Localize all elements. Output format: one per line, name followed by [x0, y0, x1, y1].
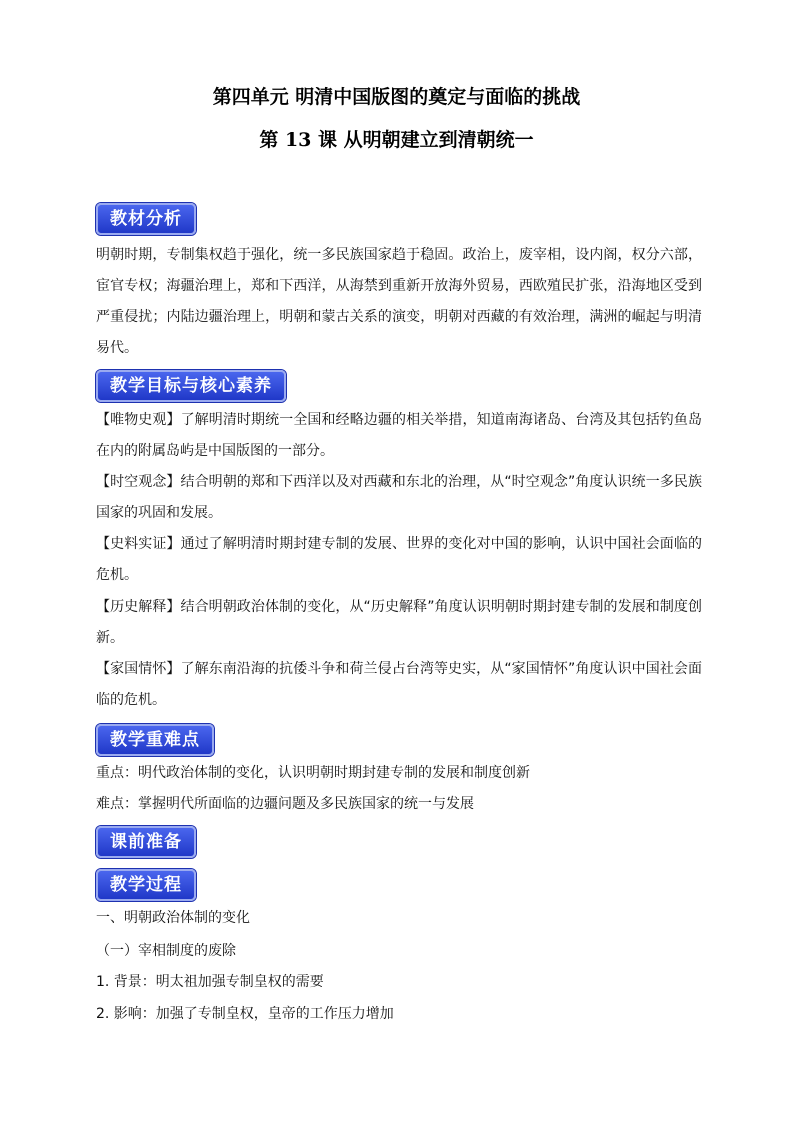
section-badge-prep: 课前准备: [96, 826, 196, 858]
key-point-important: 重点：明代政治体制的变化，认识明朝时期封建专制的发展和制度创新: [96, 765, 530, 781]
goal-item-evidence: 【史料实证】通过了解明清时期封建专制的发展、世界的变化对中国的影响，认识中国社会面临的危机。: [96, 536, 702, 583]
process-line-impact: 2. 影响：加强了专制皇权，皇帝的工作压力增加: [96, 1006, 394, 1022]
section-badge-goals: 教学目标与核心素养: [96, 370, 286, 402]
process-line-background: 1. 背景：明太祖加强专制皇权的需要: [96, 974, 324, 990]
lesson-title: 第 13 课 从明朝建立到清朝统一: [259, 129, 534, 151]
process-line-subheading: （一）宰相制度的废除: [96, 943, 236, 959]
key-point-difficult: 难点：掌握明代所面临的边疆问题及多民族国家的统一与发展: [96, 796, 474, 812]
section-badge-key-points: 教学重难点: [96, 724, 214, 756]
process-line-heading: 一、明朝政治体制的变化: [96, 910, 250, 926]
section-badge-process: 教学过程: [96, 869, 196, 901]
goal-item-interpretation: 【历史解释】结合明朝政治体制的变化，从“历史解释”角度认识明朝时期封建专制的发展和制度创新。: [96, 599, 702, 646]
section-badge-analysis: 教材分析: [96, 203, 196, 235]
unit-title: 第四单元 明清中国版图的奠定与面临的挑战: [212, 86, 581, 108]
goal-item-materialism: 【唯物史观】了解明清时期统一全国和经略边疆的相关举措，知道南海诸岛、台湾及其包括钓鱼岛在内的附属岛屿是中国版图的一部分。: [96, 412, 702, 459]
goal-item-patriotism: 【家国情怀】了解东南沿海的抗倭斗争和荷兰侵占台湾等史实，从“家国情怀”角度认识中国社会面临的危机。: [96, 661, 702, 708]
goal-item-time-space: 【时空观念】结合明朝的郑和下西洋以及对西藏和东北的治理，从“时空观念”角度认识统一多民族国家的巩固和发展。: [96, 474, 702, 521]
analysis-paragraph: 明朝时期，专制集权趋于强化，统一多民族国家趋于稳固。政治上，废宰相，设内阁，权分六部，宦官专权；海疆治理上，郑和下西洋，从海禁到重新开放海外贸易，西欧殖民扩张，沿海地区受到严重侵扰；内陆边疆治理上，明朝和蒙古关系的演变，明朝对西藏的有效治理，满洲的崛起与明清易代。: [96, 247, 702, 356]
